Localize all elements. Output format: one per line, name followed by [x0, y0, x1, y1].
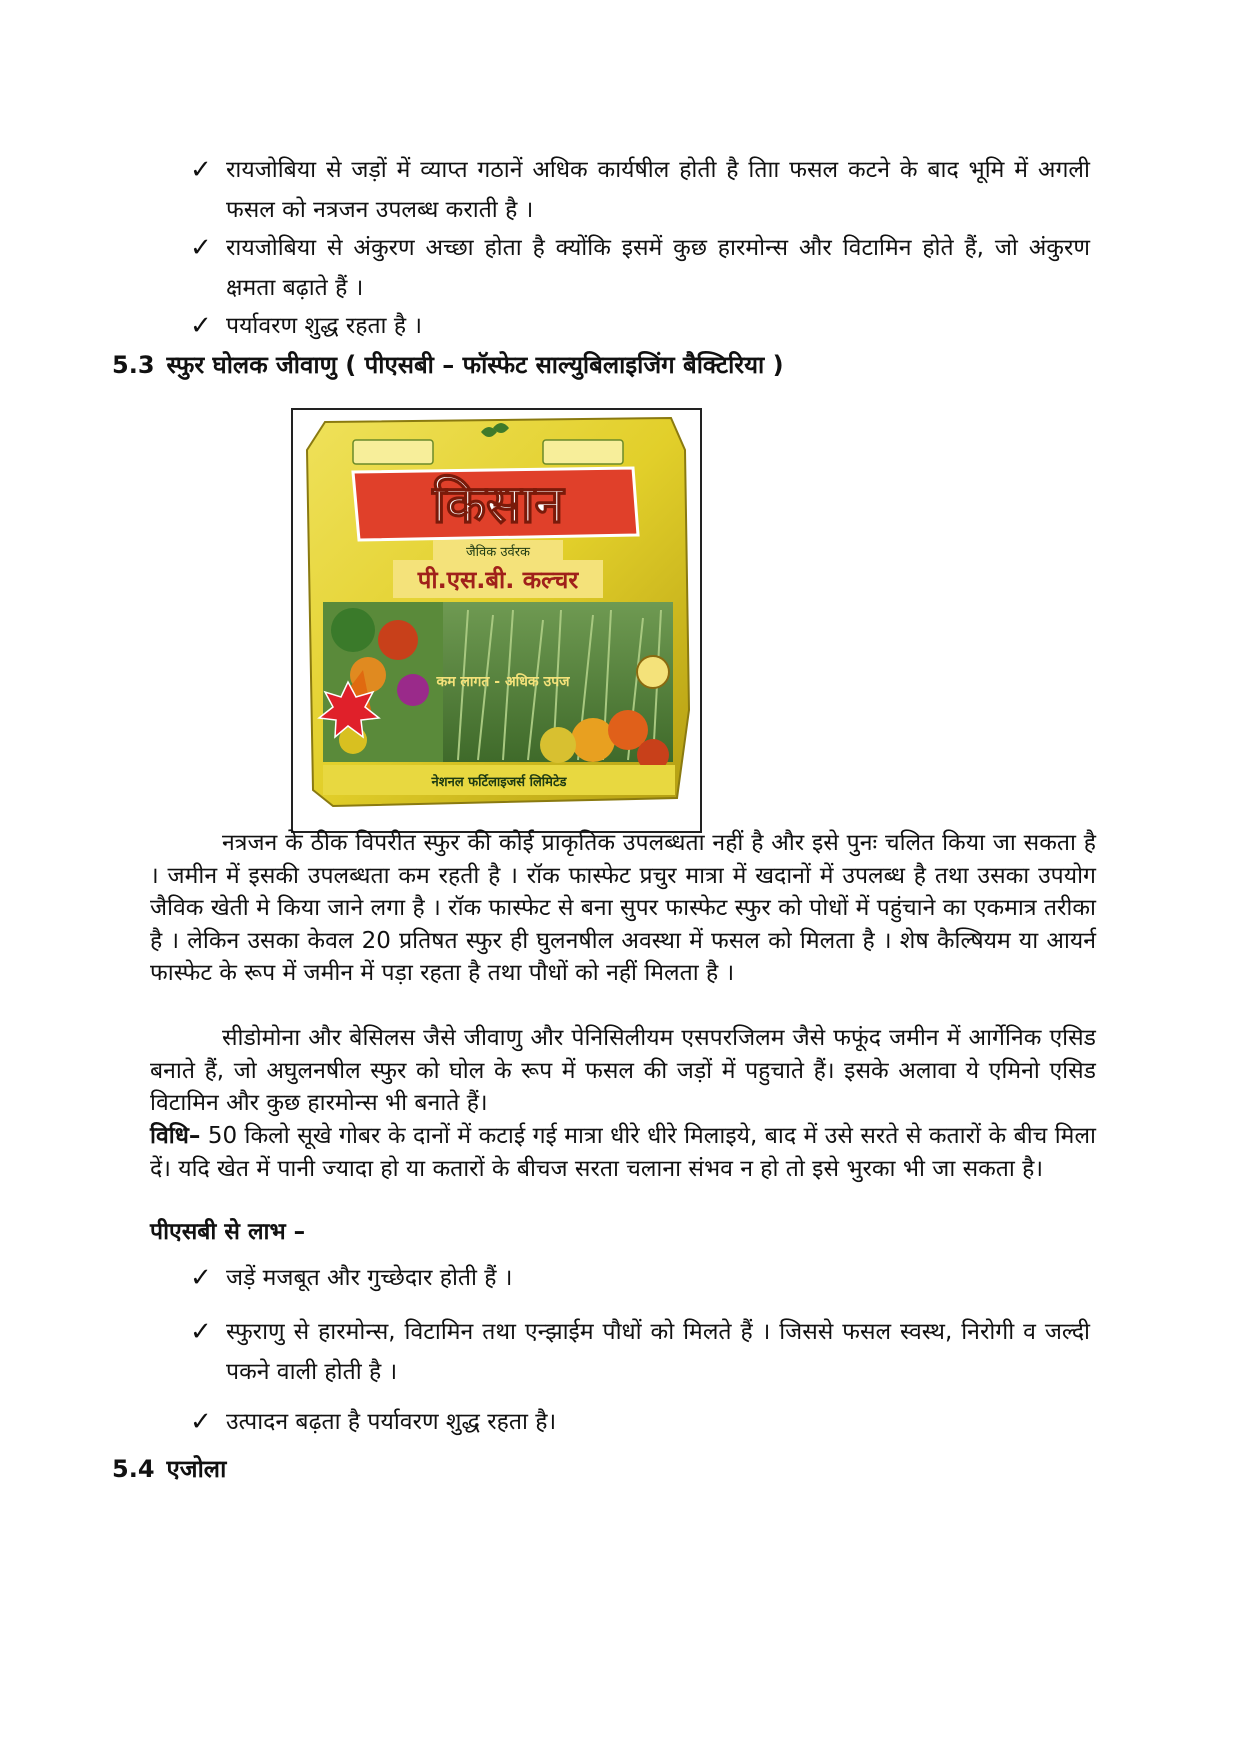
benefit-item: [190, 1312, 1090, 1392]
product-image-figure: [291, 408, 702, 833]
bullet-text: रायजोबिया से अंकुरण अच्छा होता है क्योंकि इसमें कुछ हारमोन्स और विटामिन होते हैं, जो अंकुरण क्षमता बढ़ाते हैं ।: [226, 235, 1090, 301]
bullet-item: [190, 228, 1090, 308]
check-icon: ✓: [190, 155, 212, 185]
bullet-text: रायजोबिया से जड़ों में व्याप्त गठानें अधिक कार्यषील होती है तािा फसल कटने के बाद भूमि में अगली फसल को नत्रजन उपलब्ध कराती है ।: [226, 157, 1090, 223]
section-number: 5.4: [112, 1455, 155, 1483]
check-icon: ✓: [190, 1263, 212, 1293]
method-paragraph: [150, 1120, 1096, 1185]
check-icon: ✓: [190, 1407, 212, 1437]
section-title: एजोला: [166, 1455, 227, 1483]
section-number: 5.3: [112, 351, 155, 379]
bullet-text: पर्यावरण शुद्ध रहता है ।: [226, 313, 423, 339]
section-heading: [112, 1452, 226, 1485]
method-text: 50 किलो सूखे गोबर के दानों में कटाई गई मात्रा धीरे धीरे मिलाइये, बाद में उसे सरते से कतारों के बीच मिला दें। यदि खेत में पानी ज्यादा हो या कतारों के बीचज सरता चलाना संभव न हो तो इसे भुरका भी जा सकता है।: [150, 1123, 1096, 1182]
method-label: विधि–: [150, 1123, 201, 1149]
check-icon: ✓: [190, 311, 212, 341]
section-title: स्फुर घोलक जीवाणु ( पीएसबी – फॉस्फेट साल्युबिलाइजिंग बैक्टिरिया ): [166, 351, 784, 379]
bullet-item: [190, 150, 1090, 230]
benefit-item: [190, 1402, 1090, 1442]
paragraph: सीडोमोना और बेसिलस जैसे जीवाणु और पेनिसिलीयम एसपरजिलम जैसे फफूंद जमीन में आर्गेनिक एसिड बनाते हैं, जो अघुलनषील स्फुर को घोल के रूप में फसल की जड़ों में पहुचाते हैं। इसके अलावा ये एमिनो एसिड विटामिन और कुछ हारमोन्स भी बनाते हैं।: [150, 1025, 1096, 1116]
product-bag-image: [293, 410, 700, 831]
section-heading: [112, 348, 784, 381]
bullet-item: [190, 306, 1090, 346]
benefit-item: [190, 1258, 1090, 1298]
product-tagline: कम लागत - अधिक उपज: [436, 674, 570, 690]
brand-name: किसान: [432, 475, 564, 535]
product-subtitle: जैविक उर्वरक: [465, 545, 531, 560]
benefits-heading: पीएसबी से लाभ –: [150, 1219, 306, 1245]
check-icon: ✓: [190, 233, 212, 263]
product-name: पी.एस.बी. कल्चर: [417, 566, 579, 594]
benefit-text: स्फुराणु से हारमोन्स, विटामिन तथा एन्झाईम पौधों को मिलते हैं । जिससे फसल स्वस्थ, निरोगी व जल्दी पकने वाली होती है ।: [226, 1319, 1090, 1385]
paragraph: नत्रजन के ठीक विपरीत स्फुर की कोई प्राकृतिक उपलब्धता नहीं है और इसे पुनः चलित किया जा सकता है । जमीन में इसकी उपलब्धता कम रहती है । रॉक फास्फेट प्रचुर मात्रा में खदानों में उपलब्ध है तथा उसका उपयोग जैविक खेती मे किया जाने लगा है । रॉक फास्फेट से बना सुपर फास्फेट स्फुर को पोधों में पहुंचाने का एकमात्र तरीका है । लेकिन उसका केवल 20 प्रतिषत स्फुर ही घुलनषील अवस्था में फसल को मिलता है । शेष कैल्षियम या आयर्न फास्फेट के रूप में जमीन में पड़ा रहता है तथा पौधों को नहीं मिलता है ।: [150, 830, 1096, 986]
check-icon: ✓: [190, 1317, 212, 1347]
benefit-text: उत्पादन बढ़ता है पर्यावरण शुद्ध रहता है।: [226, 1409, 557, 1435]
product-maker: नेशनल फर्टिलाइजर्स लिमिटेड: [431, 775, 567, 790]
benefit-text: जड़ें मजबूत और गुच्छेदार होती हैं ।: [226, 1265, 513, 1291]
